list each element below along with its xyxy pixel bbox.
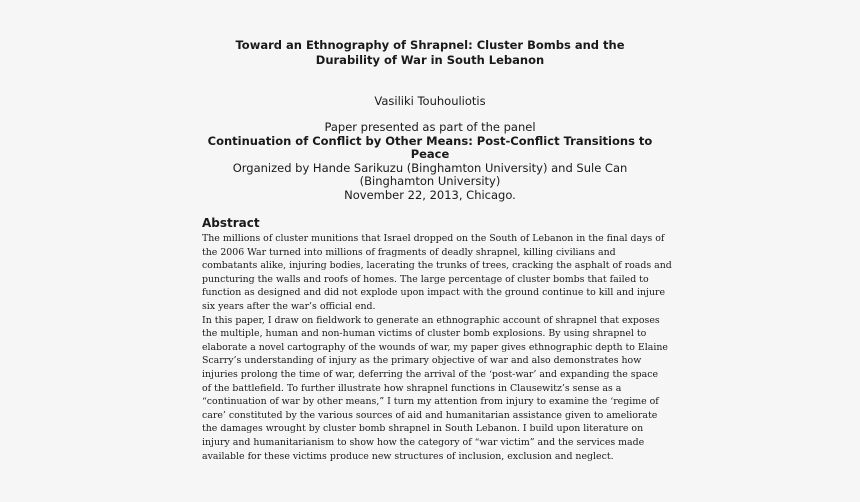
abstract-line: function as designed and did not explode upon impact with the ground continue to kill and injure: [202, 287, 666, 299]
title-line-2: Durability of War in South Lebanon: [315, 53, 545, 67]
abstract-body: [202, 232, 672, 463]
panel-organizers-line-1: Organized by Hande Sarikuzu (Binghamton University) and Sule Can: [232, 160, 628, 175]
panel-info: [0, 121, 860, 202]
panel-name-line-1: Continuation of Conflict by Other Means: Post-Conflict Transitions to: [207, 133, 653, 148]
panel-organizers-line-2: (Binghamton University): [359, 174, 501, 188]
author-name: Vasiliki Touhouliotis: [374, 94, 486, 108]
abstract-line: the multiple, human and non-human victims of cluster bomb explosions. By using shrapnel to: [202, 328, 647, 340]
abstract-line: combatants alike, injuring bodies, lacerating the trunks of trees, cracking the asphalt of roads and: [202, 260, 672, 272]
abstract-line: Scarry’s understanding of injury as the primary objective of war and also demonstrates how: [202, 355, 642, 367]
abstract-line: In this paper, I draw on fieldwork to generate an ethnographic account of shrapnel that exposes: [202, 314, 660, 326]
title-line-1: Toward an Ethnography of Shrapnel: Cluster Bombs and the: [235, 38, 625, 52]
abstract-line: injury and humanitarianism to show how the category of “war victim” and the services made: [202, 436, 645, 448]
abstract-heading: Abstract: [202, 216, 260, 230]
abstract-line: six years after the war’s official end.: [202, 300, 376, 312]
abstract-line: available for these victims produce new structures of inclusion, exclusion and neglect.: [202, 450, 614, 462]
abstract-line: the 2006 War turned into millions of fragments of deadly shrapnel, killing civilians and: [202, 246, 616, 258]
abstract-line: of the battlefield. To further illustrate how shrapnel functions in Clausewitz’s sense as a: [202, 382, 622, 394]
panel-name-line-2: Peace: [410, 147, 450, 161]
panel-date: November 22, 2013, Chicago.: [344, 187, 516, 202]
abstract-line: The millions of cluster munitions that Israel dropped on the South of Lebanon in the final days of: [202, 233, 665, 244]
panel-intro: Paper presented as part of the panel: [324, 120, 536, 134]
abstract-line: care’ constituted by the various sources of aid and humanitarian assistance given to ameliorate: [202, 409, 658, 421]
abstract-line: the damages wrought by cluster bomb shrapnel in South Lebanon. I build upon literature on: [202, 423, 644, 435]
abstract-line: “continuation of war by other means,” I turn my attention from injury to examine the ‘regime of: [202, 396, 659, 408]
abstract-line: puncturing the walls and roofs of homes. The large percentage of cluster bombs that failed to: [202, 273, 649, 285]
abstract-line: injuries prolong the time of war, deferring the arrival of the ‘post-war’ and expanding the space: [202, 368, 658, 380]
abstract-line: elaborate a novel cartography of the wounds of war, my paper gives ethnographic depth to Elaine: [202, 341, 668, 353]
paper-title: [0, 38, 860, 68]
